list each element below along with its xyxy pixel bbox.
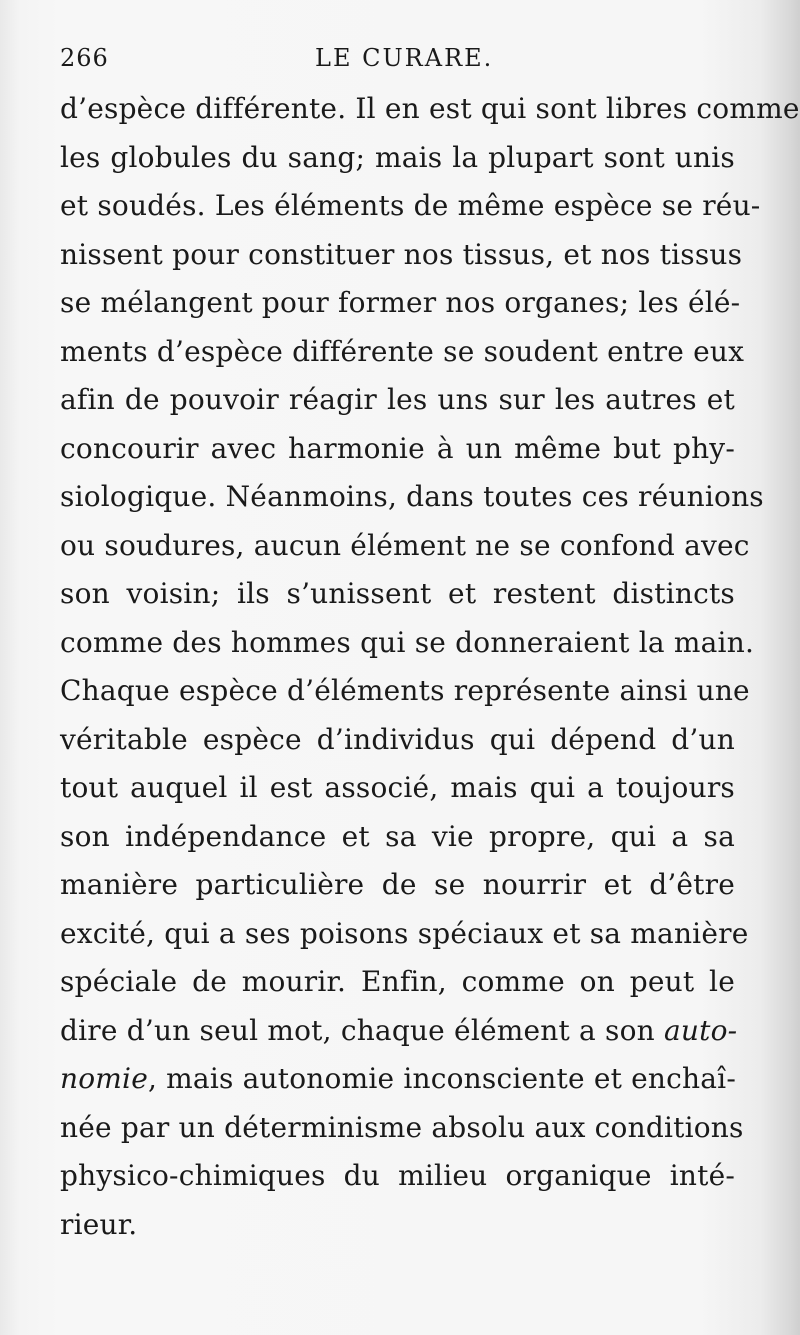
text-segment: excité, qui a ses poisons spéciaux et sa manière <box>60 916 749 950</box>
text-segment: son voisin; ils s’unissent et restent distincts <box>60 577 735 610</box>
text-segment: véritable espèce d’individus qui dépend d’un <box>60 722 735 756</box>
text-segment: les globules du sang; mais la plupart sont unis <box>60 140 735 174</box>
text-line <box>60 1152 735 1201</box>
text-line <box>60 861 735 910</box>
text-segment: rieur. <box>60 1207 138 1241</box>
text-segment: physico-chimiques du milieu organique inté- <box>60 1159 735 1192</box>
text-line <box>60 667 750 716</box>
text-line <box>60 619 755 668</box>
text-segment: Chaque espèce d’éléments représente ainsi une <box>60 674 750 707</box>
text-segment: née par un déterminisme absolu aux conditions <box>60 1110 744 1144</box>
text-line <box>60 85 800 134</box>
text-segment: nissent pour constituer nos tissus, et nos tissus <box>60 237 743 271</box>
text-segment: tout auquel il est associé, mais qui a toujours <box>60 771 735 804</box>
text-segment: dire d’un seul mot, chaque élément a son <box>60 1013 665 1047</box>
text-segment: spéciale de mourir. Enfin, comme on peut le <box>60 965 735 998</box>
text-line <box>60 473 764 522</box>
text-line <box>60 1055 735 1104</box>
text-segment: et soudés. Les éléments de même espèce se réu- <box>60 189 761 222</box>
text-line <box>60 910 749 959</box>
text-line <box>60 1104 744 1153</box>
text-segment: ou soudures, aucun élément ne se confond avec <box>60 528 750 562</box>
text-line <box>60 425 735 474</box>
text-line <box>60 764 735 813</box>
text-segment: son indépendance et sa vie propre, qui a sa <box>60 819 735 853</box>
text-line <box>60 813 735 862</box>
body-text <box>60 85 800 1249</box>
text-segment: , mais autonomie inconsciente et enchaî- <box>147 1062 736 1095</box>
text-line <box>60 570 735 619</box>
running-head: LE CURARE. <box>315 44 494 72</box>
text-line <box>60 522 750 571</box>
text-line <box>60 958 735 1007</box>
text-line <box>60 1201 735 1250</box>
text-line <box>60 279 741 328</box>
text-segment: ments d’espèce différente se soudent entre eux <box>60 334 745 368</box>
text-segment: siologique. Néanmoins, dans toutes ces réunions <box>60 480 764 513</box>
text-segment: comme des hommes qui se donneraient la main. <box>60 625 755 659</box>
text-segment: concourir avec harmonie à un même but phy- <box>60 431 735 465</box>
page-header <box>60 44 740 80</box>
italic-text: nomie <box>60 1062 148 1095</box>
text-line <box>60 231 743 280</box>
text-line <box>60 1007 738 1056</box>
text-segment: se mélangent pour former nos organes; les élé- <box>60 286 741 319</box>
text-line <box>60 716 735 765</box>
italic-text: auto- <box>664 1013 738 1047</box>
text-line <box>60 328 745 377</box>
text-segment: manière particulière de se nourrir et d’être <box>60 868 735 901</box>
text-line <box>60 182 761 231</box>
text-line <box>60 376 735 425</box>
text-segment: d’espèce différente. Il en est qui sont libres comme <box>60 92 800 125</box>
text-segment: afin de pouvoir réagir les uns sur les autres et <box>60 383 735 416</box>
page-number: 266 <box>60 44 109 72</box>
text-line <box>60 134 735 183</box>
